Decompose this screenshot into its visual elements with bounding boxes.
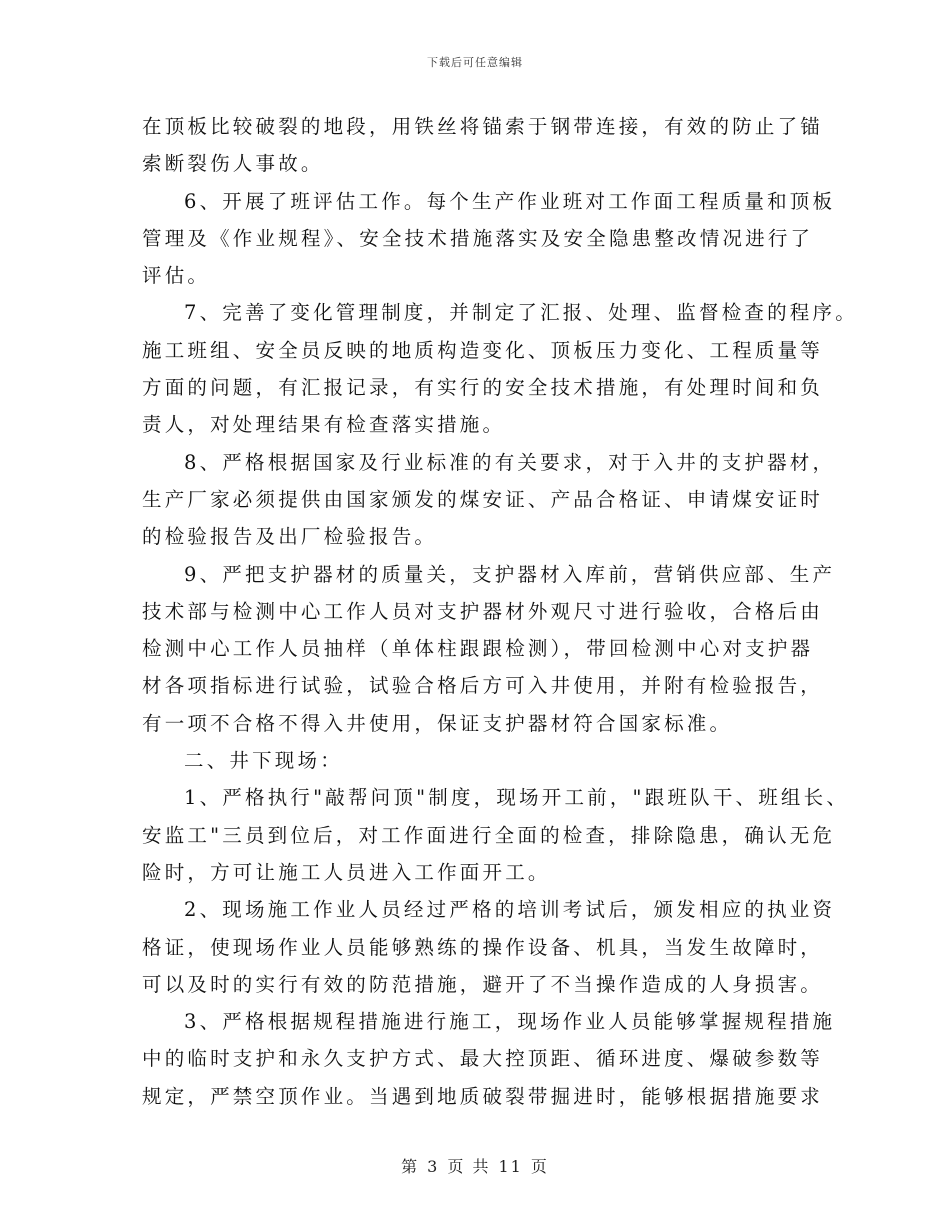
page-header-note: 下载后可任意编辑 — [427, 56, 523, 69]
paragraph-line: 8、严格根据国家及行业标准的有关要求，对于入井的支护器材， — [184, 450, 836, 474]
paragraph-line: 的检验报告及出厂检验报告。 — [142, 525, 438, 549]
page-suffix: 页 — [530, 1157, 549, 1176]
paragraph-line: 9、严把支护器材的质量关，支护器材入库前，营销供应部、生产 — [184, 562, 836, 586]
paragraph-line: 7、完善了变化管理制度，并制定了汇报、处理、监督检查的程序。 — [184, 301, 858, 325]
paragraph-line: 规定，严禁空顶作业。当遇到地质破裂带掘进时，能够根据措施要求 — [142, 1084, 824, 1108]
section-heading: 二、井下现场： — [184, 749, 343, 773]
paragraph-line: 在顶板比较破裂的地段，用铁丝将锚索于钢带连接，有效的防止了锚 — [142, 115, 824, 138]
paragraph-line: 检测中心工作人员抽样（单体柱跟跟检测），带回检测中心对支护器 — [142, 637, 814, 661]
paragraph-line: 6、开展了班评估工作。每个生产作业班对工作面工程质量和顶板 — [184, 189, 836, 213]
paragraph-line: 技术部与检测中心工作人员对支护器材外观尺寸进行验收，合格后由 — [142, 599, 824, 623]
paragraph-line: 2、现场施工作业人员经过严格的培训考试后，颁发相应的执业资 — [184, 898, 836, 922]
page-number-footer — [0, 1154, 950, 1177]
page-total: 11 — [498, 1157, 523, 1176]
paragraph-line: 中的临时支护和永久支护方式、最大控顶距、循环进度、爆破参数等 — [142, 1047, 824, 1071]
paragraph-line: 可以及时的实行有效的防范措施，避开了不当操作造成的人身损害。 — [142, 972, 824, 996]
paragraph-line: 方面的问题，有汇报记录，有实行的安全技术措施，有处理时间和负 — [142, 376, 824, 400]
paragraph-line: 责人，对处理结果有检查落实措施。 — [142, 413, 506, 437]
paragraph-line: 格证，使现场作业人员能够熟练的操作设备、机具，当发生故障时， — [142, 935, 824, 959]
paragraph-line: 安监工"三员到位后，对工作面进行全面的检查，排除隐患，确认无危 — [142, 823, 836, 847]
page-middle: 页 共 — [447, 1157, 491, 1176]
paragraph-line: 评估。 — [142, 264, 211, 288]
page-current: 3 — [427, 1157, 440, 1176]
document-body — [142, 108, 858, 1115]
paragraph-line: 3、严格根据规程措施进行施工，现场作业人员能够掌握规程措施 — [184, 1010, 836, 1034]
paragraph-line: 管理及《作业规程》、安全技术措施落实及安全隐患整改情况进行了 — [142, 226, 814, 250]
paragraph-line: 有一项不合格不得入井使用，保证支护器材符合国家标准。 — [142, 711, 733, 735]
paragraph-line: 险时，方可让施工人员进入工作面开工。 — [142, 860, 551, 884]
paragraph-line: 1、严格执行"敲帮问顶"制度，现场开工前，"跟班队干、班组长、 — [184, 786, 850, 810]
page-prefix: 第 — [401, 1157, 420, 1176]
paragraph-line: 索断裂伤人事故。 — [142, 152, 324, 176]
paragraph-line: 施工班组、安全员反映的地质构造变化、顶板压力变化、工程质量等 — [142, 338, 824, 362]
paragraph-line: 材各项指标进行试验，试验合格后方可入井使用，并附有检验报告， — [142, 674, 824, 698]
paragraph-line: 生产厂家必须提供由国家颁发的煤安证、产品合格证、申请煤安证时 — [142, 487, 824, 511]
